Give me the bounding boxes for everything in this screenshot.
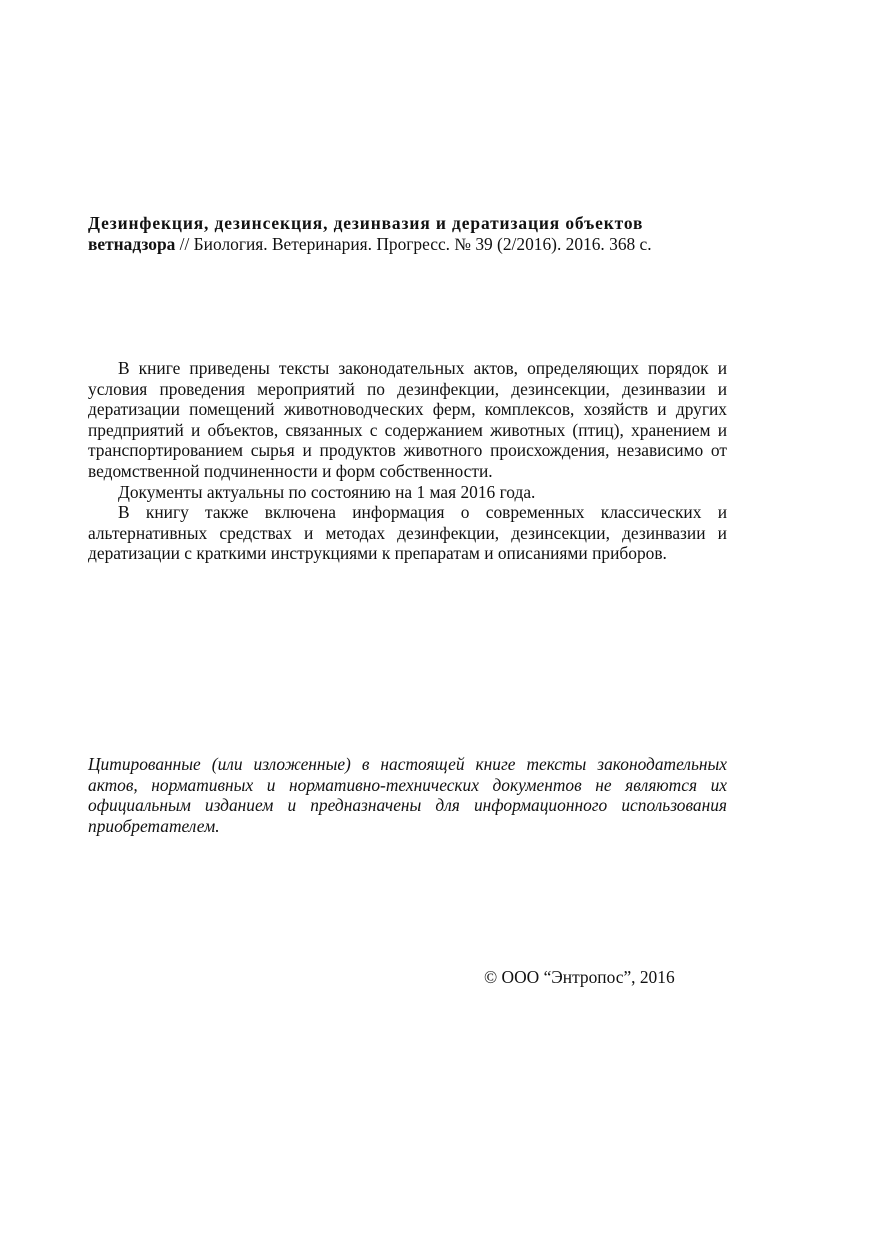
annotation <box>88 358 727 564</box>
annotation-paragraph: Документы актуальны по состоянию на 1 мая 2016 года. <box>118 481 536 502</box>
annotation-paragraph: В книге приведены тексты законодательных актов, определяющих порядок и условия проведения мероприятий по дезинфекции, дезинсекции, дезинвазии и дератизации помещений животноводческих ферм, комплексов, хозяйств и других предприятий и объектов, связанных с содержанием животных (птиц), хранением и транспортированием сырья и продуктов животного происхождения, независимо от ведомственной подчиненности и форм собственности. <box>88 358 727 481</box>
book-title-line1: Дезинфекция, дезинсекция, дезинвазия и дератизация объектов <box>88 213 644 233</box>
book-title-line2: ветнадзора <box>88 233 176 254</box>
annotation-paragraph: В книгу также включена информация о современных классических и альтернативных средствах и методах дезинфекции, дезинсекции, дезинвазии и дератизации с краткими инструкциями к препаратам и описаниями приборов. <box>88 502 727 564</box>
book-source: // Биология. Ветеринария. Прогресс. № 39 (2/2016). 2016. 368 с. <box>175 233 652 254</box>
copyright-notice: © ООО “Энтропос”, 2016 <box>484 967 675 987</box>
legal-disclaimer: Цитированные (или изложенные) в настоящей книге тексты законодательных актов, нормативных и нормативно-технических документов не являются их официальным изданием и предназначены для информационного использования приобретателем. <box>88 754 727 836</box>
bibliographic-citation <box>88 213 727 254</box>
